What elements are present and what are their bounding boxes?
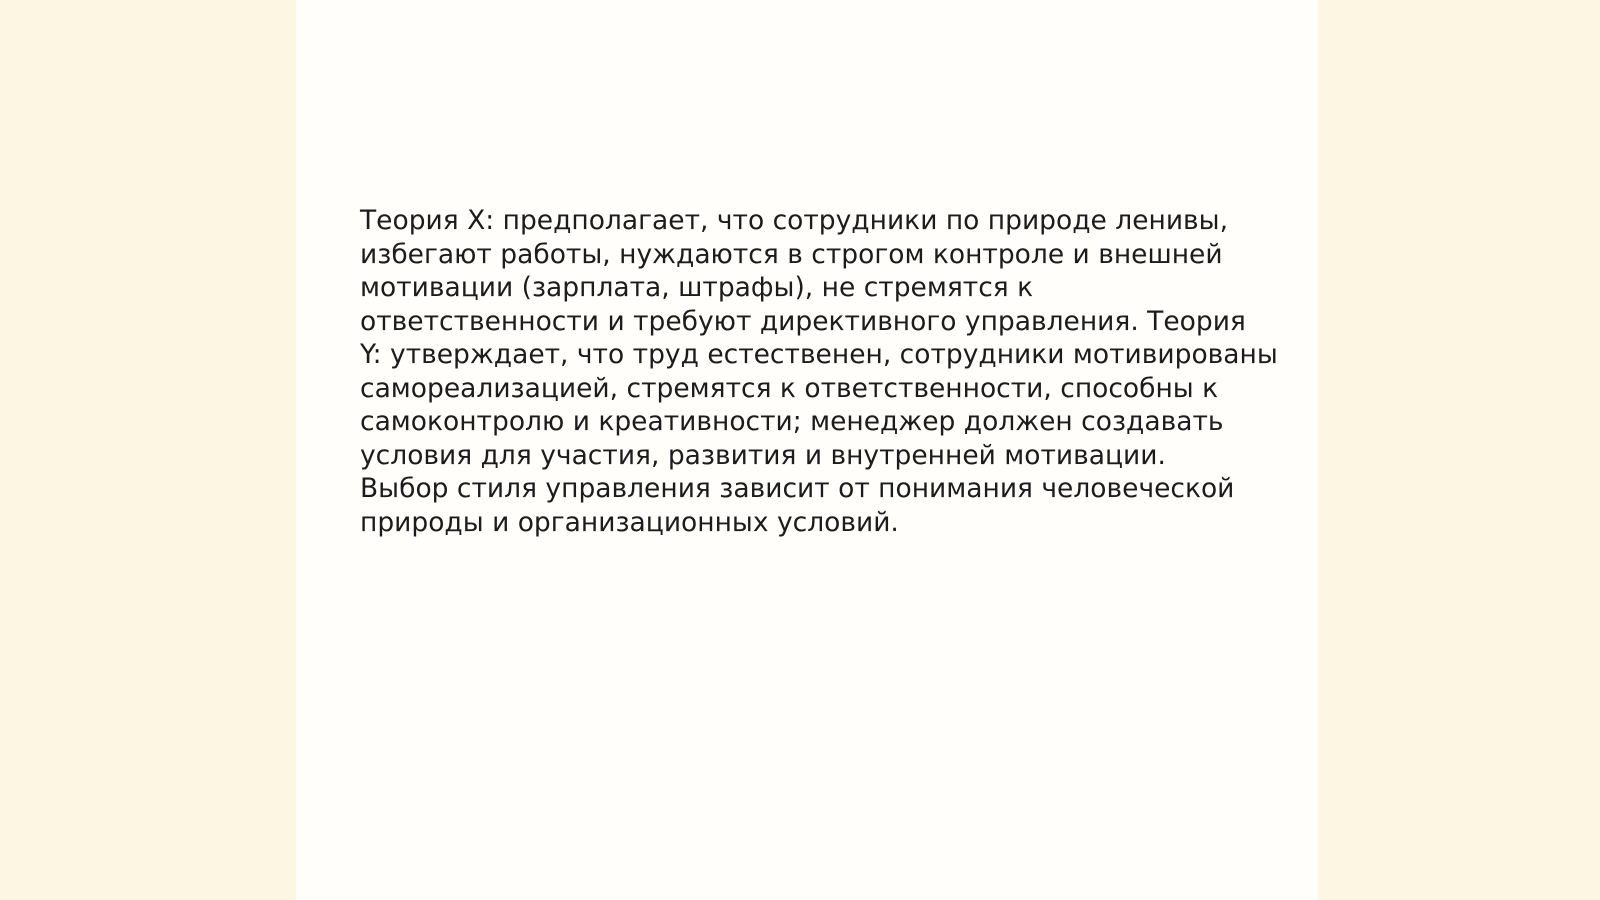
text-line: Выбор стиля управления зависит от понимания человеческой — [360, 473, 1235, 504]
text-line: Y: утверждает, что труд естественен, сотрудники мотивированы — [360, 339, 1278, 370]
text-line: Теория X: предполагает, что сотрудники по природе ленивы, — [360, 205, 1229, 236]
text-line: самоконтролю и креативности; менеджер должен создавать — [360, 406, 1224, 437]
text-line: природы и организационных условий. — [360, 506, 899, 538]
text-line: мотивации (зарплата, штрафы), не стремятся к — [360, 272, 1034, 303]
slide-page — [296, 0, 1318, 900]
body-paragraph — [360, 204, 1278, 539]
text-line: ответственности и требуют директивного управления. Теория — [360, 305, 1246, 337]
text-line: условия для участия, развития и внутренней мотивации. — [360, 439, 1166, 471]
text-line: избегают работы, нуждаются в строгом контроле и внешней — [360, 238, 1223, 270]
text-line: самореализацией, стремятся к ответственности, способны к — [360, 372, 1219, 404]
